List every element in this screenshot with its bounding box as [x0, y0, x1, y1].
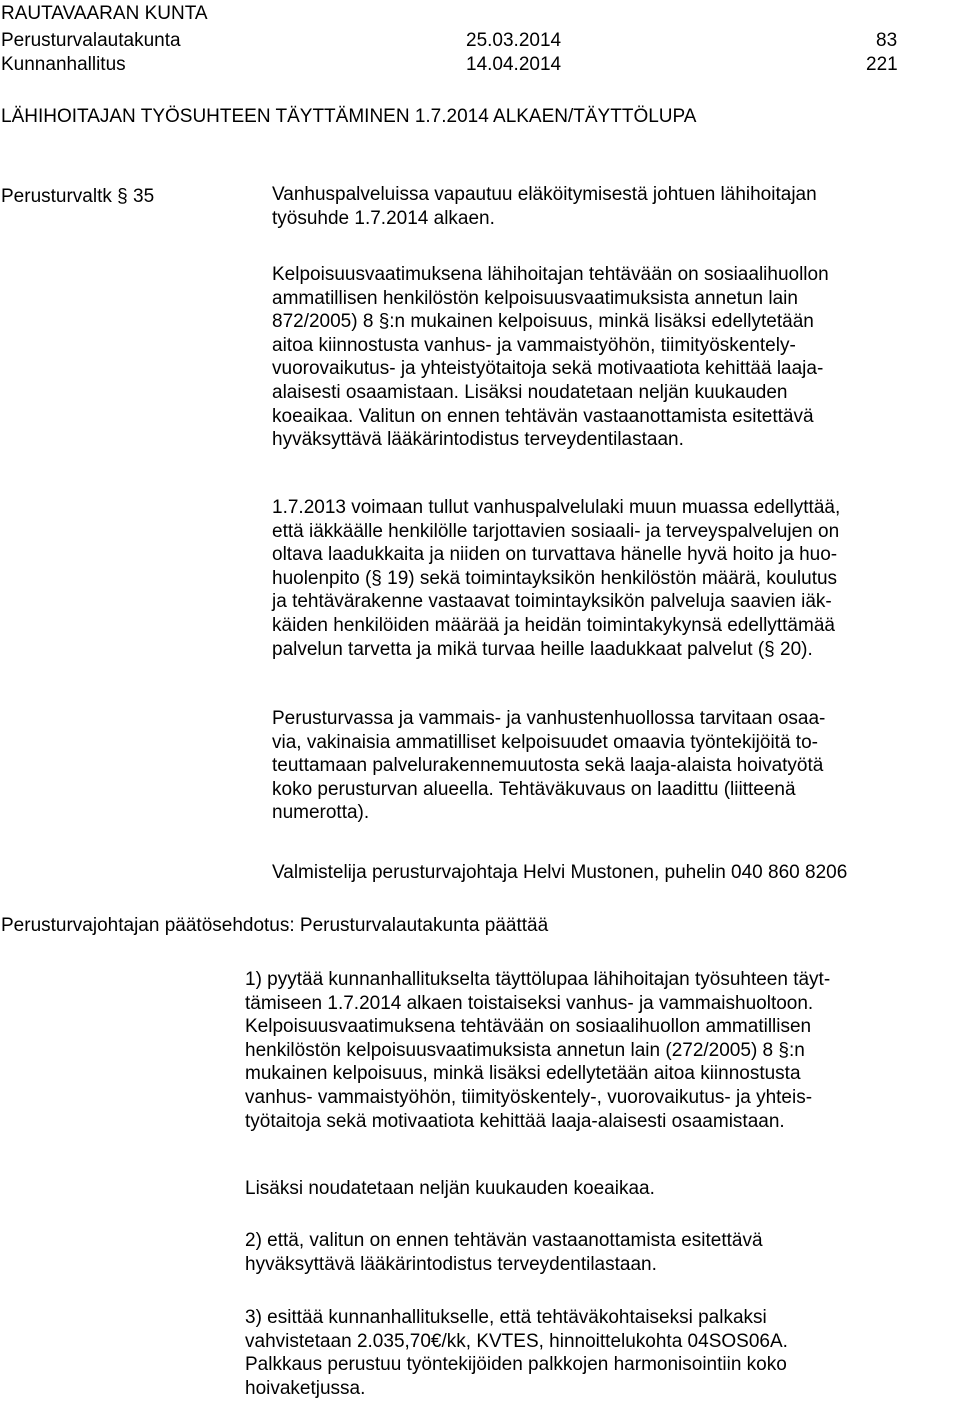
preparer-info: Valmistelija perusturvajohtaja Helvi Mustonen, puhelin 040 860 8206 [272, 862, 848, 883]
text-line: mukainen kelpoisuus, minkä lisäksi edellytetään aitoa kiinnostusta [245, 1063, 801, 1085]
text-line: vuorovaikutus- ja yhteistyötaitoja sekä motivaatiota kehittää laaja- [272, 358, 824, 380]
text-line: hyväksyttävä lääkärintodistus terveydentilastaan. [272, 429, 684, 451]
text-line: 3) esittää kunnanhallitukselle, että tehtäväkohtaiseksi palkaksi [245, 1307, 767, 1328]
text-line: 1.7.2013 voimaan tullut vanhuspalvelulaki muun muassa edellyttää, [272, 497, 841, 518]
text-line: työsuhde 1.7.2014 alkaen. [272, 207, 495, 229]
text-line: Perusturvassa ja vammais- ja vanhustenhuollossa tarvitaan osaa- [272, 708, 826, 729]
header-date: 14.04.2014 [466, 54, 562, 75]
text-line: vanhus- vammaistyöhön, tiimityöskentely-, vuorovaikutus- ja yhteis- [245, 1086, 813, 1108]
proposal-item-1 [245, 968, 830, 1133]
text-line: numerotta). [272, 802, 370, 824]
text-line: tämiseen 1.7.2014 alkaen toistaiseksi vanhus- ja vammaishuoltoon. [245, 992, 814, 1014]
header-page: 83 [876, 30, 898, 51]
text-line: via, vakinaisia ammatilliset kelpoisuudet omaavia työntekijöitä to- [272, 731, 818, 753]
staffing-need-paragraph [272, 707, 825, 825]
text-line: koko perusturvan alueella. Tehtäväkuvaus on laadittu (liitteenä [272, 778, 796, 800]
text-line: vahvistetaan 2.035,70€/kk, KVTES, hinnoittelukohta 04SOS06A. [245, 1330, 788, 1352]
text-line: palvelun tarvetta ja mikä turvaa heille laadukkaat palvelut (§ 20). [272, 638, 813, 660]
municipality-name: RAUTAVAARAN KUNTA [1, 3, 208, 24]
intro-text [272, 183, 817, 230]
probation-note: Lisäksi noudatetaan neljän kuukauden koeaikaa. [245, 1178, 655, 1199]
header-page: 221 [866, 54, 898, 75]
text-line: Palkkaus perustuu työntekijöiden palkkojen harmonisointiin koko [245, 1354, 787, 1376]
text-line: ja tehtävärakenne vastaavat toimintayksikön palveluja saavien iäk- [272, 591, 832, 613]
text-line: 1) pyytää kunnanhallitukselta täyttölupaa lähihoitajan työsuhteen täyt- [245, 969, 831, 990]
proposal-item-2 [245, 1229, 763, 1276]
text-line: ammatillisen henkilöstön kelpoisuusvaatimuksista annetun lain [272, 287, 798, 309]
text-line: teuttamaan palvelurakennemuutosta sekä laaja-alaista hoivatyötä [272, 755, 824, 777]
text-line: hoivaketjussa. [245, 1377, 366, 1399]
section-reference: Perusturvaltk § 35 [1, 186, 155, 207]
text-line: 872/2005) 8 §:n mukainen kelpoisuus, minkä lisäksi edellytetään [272, 311, 814, 333]
header-body: Kunnanhallitus [1, 54, 126, 75]
text-line: henkilöstön kelpoisuusvaatimuksista annetun lain (272/2005) 8 §:n [245, 1039, 805, 1061]
text-line: koeaikaa. Valitun on ennen tehtävän vastaanottamista esitettävä [272, 405, 814, 427]
proposal-item-3 [245, 1306, 788, 1400]
text-line: hyväksyttävä lääkärintodistus terveydentilastaan. [245, 1253, 657, 1275]
document-title: LÄHIHOITAJAN TYÖSUHTEEN TÄYTTÄMINEN 1.7.2014 ALKAEN/TÄYTTÖLUPA [1, 106, 697, 127]
text-line: Vanhuspalveluissa vapautuu eläköitymisestä johtuen lähihoitajan [272, 184, 817, 205]
header-date: 25.03.2014 [466, 30, 562, 51]
text-line: 2) että, valitun on ennen tehtävän vastaanottamista esitettävä [245, 1230, 763, 1251]
elderly-services-law-paragraph [272, 496, 840, 661]
text-line: alaisesti osaamistaan. Lisäksi noudatetaan neljän kuukauden [272, 381, 788, 403]
proposal-heading: Perusturvajohtajan päätösehdotus: Perusturvalautakunta päättää [1, 915, 549, 936]
text-line: Kelpoisuusvaatimuksena tehtävään on sosiaalihuollon ammatillisen [245, 1016, 812, 1038]
header-body: Perusturvalautakunta [1, 30, 181, 51]
text-line: aitoa kiinnostusta vanhus- ja vammaistyöhön, tiimityöskentely- [272, 334, 796, 356]
text-line: käiden henkilöiden määrää ja heidän toimintakykynsä edellyttämää [272, 614, 835, 636]
text-line: oltava laadukkaita ja niiden on turvattava hänelle hyvä hoito ja huo- [272, 544, 838, 566]
text-line: että iäkkäälle henkilölle tarjottavien sosiaali- ja terveyspalvelujen on [272, 520, 840, 542]
qualification-paragraph [272, 263, 829, 452]
text-line: huolenpito (§ 19) sekä toimintayksikön henkilöstön määrä, koulutus [272, 567, 838, 589]
text-line: Kelpoisuusvaatimuksena lähihoitajan tehtävään on sosiaalihuollon [272, 264, 829, 285]
text-line: työtaitoja sekä motivaatiota kehittää laaja-alaisesti osaamistaan. [245, 1110, 785, 1132]
